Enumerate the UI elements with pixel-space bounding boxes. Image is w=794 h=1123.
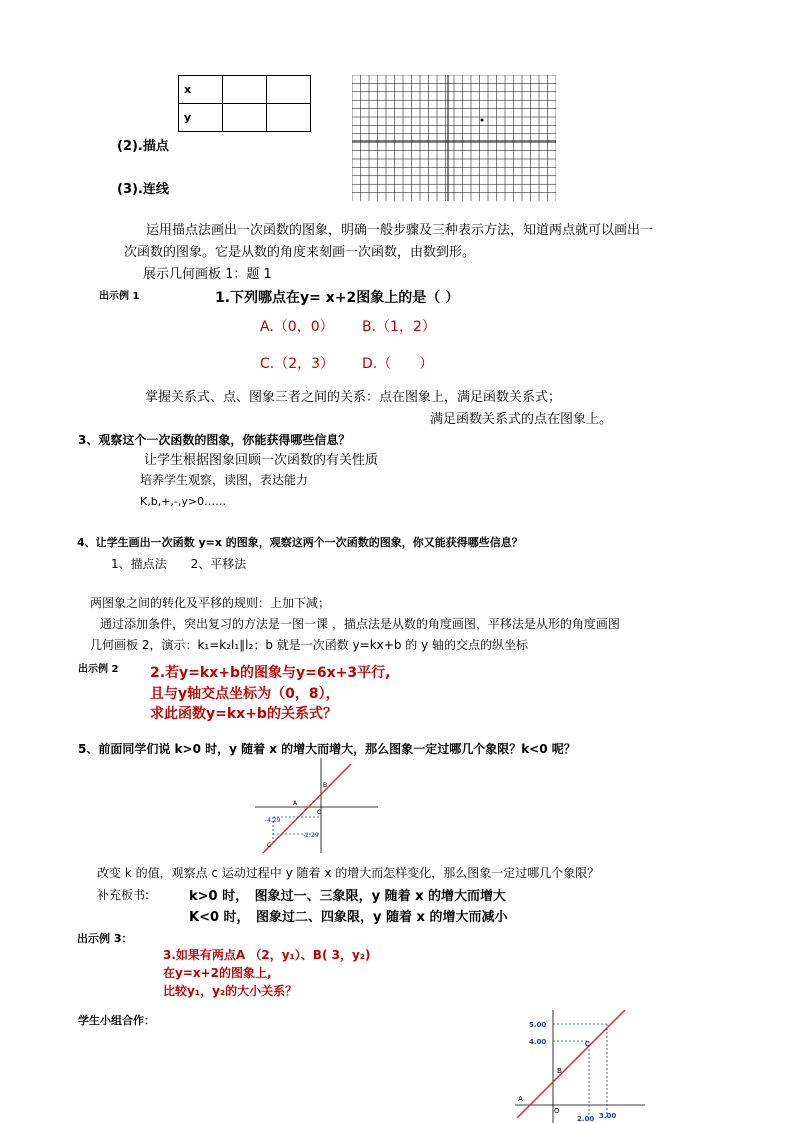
q3-title: 3、观察这个一次函数的图象，你能获得哪些信息？ [78,433,351,447]
example1-option-b: B.（1，2） [362,319,436,335]
supplement-k-positive: k>0 时， 图象过一、三象限，y 随着 x 的增大而增大 [189,889,507,904]
graph2-label-c: C [585,1040,590,1048]
graph1-label-c: C [267,842,272,849]
graph2-label-a: A [518,1095,523,1103]
value-table [178,75,311,132]
supplement-k-negative: K<0 时， 图象过二、四象限，y 随着 x 的增大而减小 [189,910,508,925]
graph2-label-o: O [554,1107,560,1115]
example1-option-c: C.（2，3） [260,356,335,372]
change-line1: 改变 k 的值，观察点 c 运动过程中 y 随着 x 的增大而怎样变化，那么图象一定过哪几个象限？ [97,866,600,880]
example2-line1: 2.若y=kx+b的图象与y=6x+3平行, [150,665,391,681]
example2-line3: 求此函数y=kx+b的关系式？ [150,706,337,722]
q4-line1: 两图象之间的转化及平移的规则：上加下减； [90,596,331,610]
coordinate-grid [352,75,556,201]
q4-title: 4、让学生画出一次函数 y=x 的图象，观察这两个一次函数的图象，你又能获得哪些信息？ [77,536,523,549]
example2-label: 出示例 2 [78,664,119,675]
para1-line2: 次函数的图象。它是从数的角度来刻画一次函数，由数到形。 [124,245,476,260]
example3-label: 出示例 3： [77,932,133,945]
step-plot: (2).描点 [117,139,169,154]
graph2-y4: 4.00 [529,1038,547,1046]
step-connect: (3).连线 [117,182,169,197]
relation-line1: 掌握关系式、点、图象三者之间的关系：点在图象上，满足函数关系式； [145,390,562,405]
graph1-label-b: B [323,782,328,789]
table-label-x: x [179,76,223,104]
relation-line2: 满足函数关系式的点在图象上。 [430,412,613,427]
example3-line2: 在y=x+2的图象上, [163,966,272,980]
graph-k-change [255,758,380,853]
graph1-line [263,764,351,853]
para1-line1: 运用描点法画出一次函数的图象，明确一般步骤及三种表示方法，知道两点就可以画出一 [146,223,654,238]
q4-line2: 通过添加条件，突出复习的方法是一图一课 ，描点法是从数的角度画图，平移法是从形的角度画图 [100,617,620,631]
q4-methods: 1、描点法 2、平移法 [111,557,247,571]
example1-question: 1.下列哪点在y= x+2图象上的是（ ） [215,290,460,306]
graph2-y5: 5.00 [529,1021,547,1029]
supplement-label: 补充板书: [97,888,150,902]
example3-line3: 比较y₁，y₂的大小关系？ [163,984,298,998]
para1-line3: 展示几何画板 1：题 1 [143,267,272,282]
graph2-label-b: B [557,1067,562,1075]
graph2-x3: 3.00 [599,1112,617,1120]
table-label-y: y [179,104,223,132]
example1-label: 出示例 1 [99,291,140,302]
graph1-label-a: A [293,800,298,807]
q3-line2: 培养学生观察，读图，表达能力 [140,473,309,487]
graph1-value-2: -2.29 [303,832,319,839]
example1-option-a: A.（0，0） [260,319,334,335]
graph1-value-1: -4.29 [265,817,281,824]
q3-line3: K,b,+,-,y>0…… [140,495,227,508]
graph-compare [515,1010,645,1123]
example3-line1: 3.如果有两点A （2，y₁）、B( 3，y₂) [163,948,371,962]
grid-point [481,119,484,122]
group-label: 学生小组合作： [78,1014,155,1027]
graph1-label-o: O [317,809,322,816]
q3-line1: 让学生根据图象回顾一次函数的有关性质 [144,453,379,468]
graph2-x2: 2.00 [577,1115,595,1123]
example1-option-d: D.（ ） [362,356,434,372]
q5-title: 5、前面同学们说 k>0 时，y 随着 x 的增大而增大，那么图象一定过哪几个象限？k<0 呢？ [78,742,576,756]
q4-line3: 几何画板 2，演示：k₁=k₂l₁∥l₂；b 就是一次函数 y=kx+b 的 y 轴的交点的纵坐标 [90,638,528,652]
example2-line2: 且与y轴交点坐标为（0，8）， [150,686,340,702]
